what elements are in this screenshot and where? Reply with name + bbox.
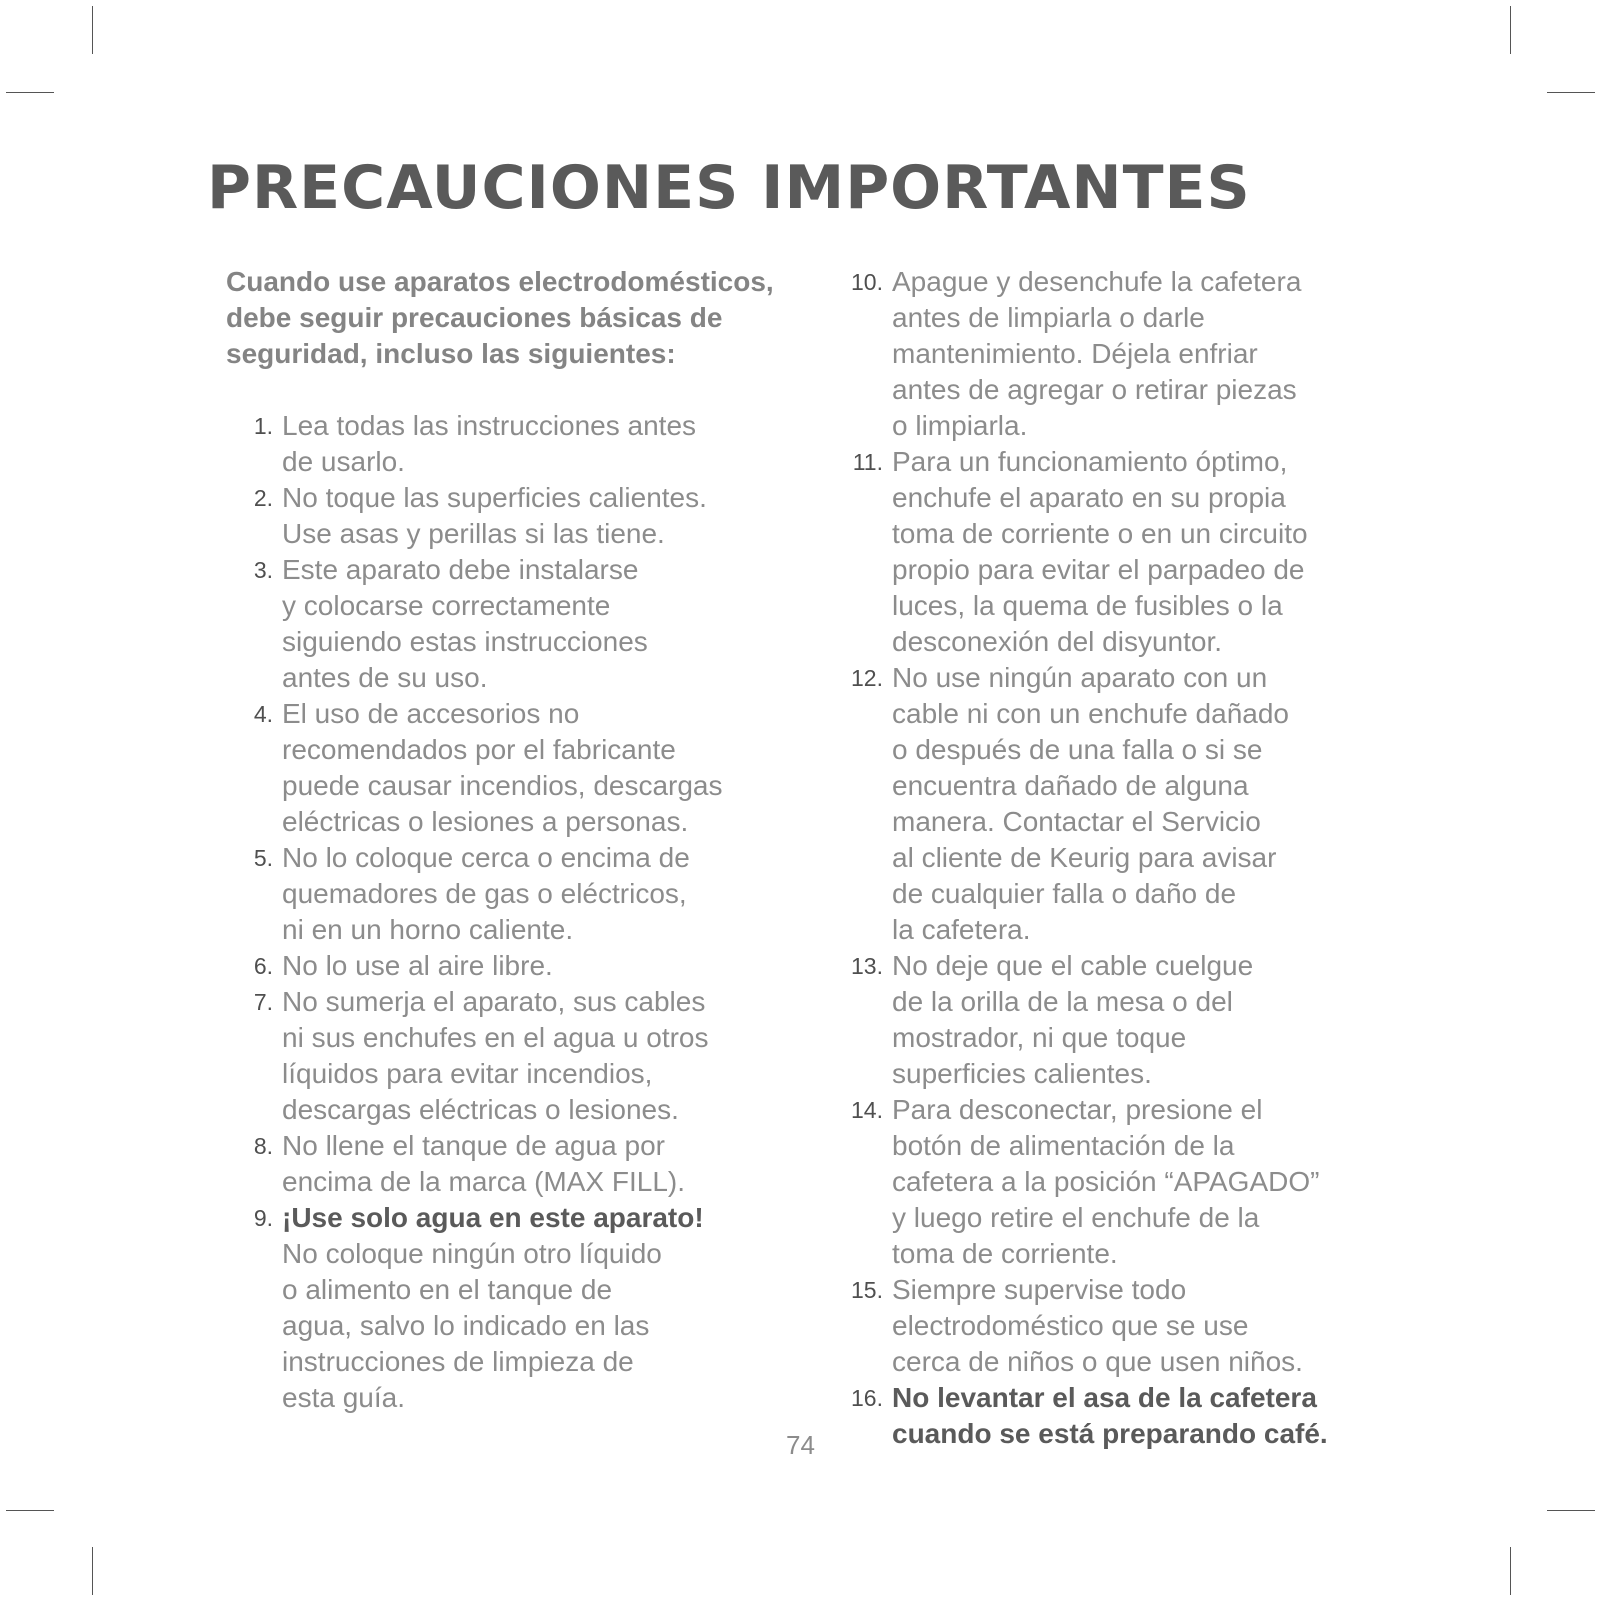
- item-text-line: descargas eléctricas o lesiones.: [282, 1094, 679, 1125]
- item-text: [282, 840, 806, 948]
- crop-mark-bottom-right-horizontal: [1547, 1510, 1595, 1511]
- item-text-line-bold: cuando se está preparando café.: [892, 1418, 1328, 1449]
- item-text-line: Use asas y perillas si las tiene.: [282, 518, 665, 549]
- precautions-list-right: [836, 264, 1396, 1452]
- item-text-line: cerca de niños o que usen niños.: [892, 1346, 1303, 1377]
- crop-mark-bottom-left-horizontal: [6, 1510, 54, 1511]
- item-text: [282, 984, 806, 1128]
- item-text: [892, 264, 1396, 444]
- item-text-line: ni en un horno caliente.: [282, 914, 574, 945]
- list-item: [226, 984, 806, 1128]
- item-text-line: luces, la quema de fusibles o la: [892, 590, 1283, 621]
- crop-mark-top-right-vertical: [1510, 6, 1511, 54]
- crop-mark-bottom-left-vertical: [92, 1547, 93, 1595]
- item-number: 6.: [253, 953, 273, 979]
- item-text-line: o después de una falla o si se: [892, 734, 1263, 765]
- list-item: [836, 948, 1396, 1092]
- item-text-line: No llene el tanque de agua por: [282, 1130, 665, 1161]
- item-text: [892, 1092, 1396, 1272]
- item-text-line: cable ni con un enchufe dañado: [892, 698, 1289, 729]
- item-number: 14.: [851, 1097, 883, 1123]
- item-text-line: No deje que el cable cuelgue: [892, 950, 1254, 981]
- item-text-line: propio para evitar el parpadeo de: [892, 554, 1305, 585]
- item-text-line: o limpiarla.: [892, 410, 1028, 441]
- item-number: 2.: [253, 485, 273, 511]
- item-text-line: mantenimiento. Déjela enfriar: [892, 338, 1258, 369]
- right-column: [836, 264, 1396, 1452]
- page-title: PRECAUCIONES IMPORTANTES: [207, 153, 1251, 223]
- item-text: [282, 696, 806, 840]
- item-text: [282, 480, 806, 552]
- item-text-line: No toque las superficies calientes.: [282, 482, 707, 513]
- item-text: [892, 660, 1396, 948]
- item-text-line: enchufe el aparato en su propia: [892, 482, 1286, 513]
- item-text-line: mostrador, ni que toque: [892, 1022, 1187, 1053]
- list-item: [836, 1380, 1396, 1452]
- item-number: 8.: [253, 1133, 273, 1159]
- item-text-line: de usarlo.: [282, 446, 405, 477]
- page-number: 74: [786, 1430, 815, 1460]
- item-text-line: y colocarse correctamente: [282, 590, 611, 621]
- item-text-line: líquidos para evitar incendios,: [282, 1058, 653, 1089]
- list-item: [836, 1092, 1396, 1272]
- list-item: [226, 408, 806, 480]
- list-item: [226, 1200, 806, 1416]
- item-text-line: encima de la marca (MAX FILL).: [282, 1166, 686, 1197]
- item-text-line: No lo coloque cerca o encima de: [282, 842, 690, 873]
- item-text-line: recomendados por el fabricante: [282, 734, 676, 765]
- crop-mark-top-left-vertical: [92, 6, 93, 54]
- item-number: 3.: [253, 557, 273, 583]
- item-number: 4.: [253, 701, 273, 727]
- item-text-line: de la orilla de la mesa o del: [892, 986, 1233, 1017]
- item-text-line: superficies calientes.: [892, 1058, 1152, 1089]
- item-text-line: botón de alimentación de la: [892, 1130, 1235, 1161]
- crop-mark-top-right-horizontal: [1547, 92, 1595, 93]
- item-text-line: Apague y desenchufe la cafetera: [892, 266, 1302, 297]
- item-text: [282, 408, 806, 480]
- list-item: [836, 264, 1396, 444]
- item-text: [892, 1380, 1396, 1452]
- item-text-line: de cualquier falla o daño de: [892, 878, 1237, 909]
- item-text-line: encuentra dañado de alguna: [892, 770, 1249, 801]
- item-number: 9.: [253, 1205, 273, 1231]
- item-text-line-bold: ¡Use solo agua en este aparato!: [282, 1202, 704, 1233]
- list-item: [836, 444, 1396, 660]
- item-text: [282, 552, 806, 696]
- list-item: [226, 480, 806, 552]
- list-item: [226, 840, 806, 948]
- item-text: [282, 1200, 806, 1416]
- list-item: [226, 948, 806, 984]
- list-item: [836, 660, 1396, 948]
- item-text-line: la cafetera.: [892, 914, 1031, 945]
- item-text-line: No use ningún aparato con un: [892, 662, 1268, 693]
- list-item: [226, 696, 806, 840]
- item-text-line-bold: No levantar el asa de la cafetera: [892, 1382, 1317, 1413]
- item-number: 15.: [851, 1277, 883, 1303]
- item-text-line: cafetera a la posición “APAGADO”: [892, 1166, 1320, 1197]
- item-text-line: antes de limpiarla o darle: [892, 302, 1205, 333]
- item-text-line: electrodoméstico que se use: [892, 1310, 1249, 1341]
- item-text-line: ni sus enchufes en el agua u otros: [282, 1022, 709, 1053]
- item-text: [282, 1128, 806, 1200]
- item-text-line: Siempre supervise todo: [892, 1274, 1187, 1305]
- item-text-line: toma de corriente.: [892, 1238, 1118, 1269]
- item-number: 11.: [852, 449, 883, 475]
- item-number: 10.: [851, 269, 883, 295]
- item-text-line: No sumerja el aparato, sus cables: [282, 986, 706, 1017]
- item-text-line: eléctricas o lesiones a personas.: [282, 806, 689, 837]
- item-number: 5.: [253, 845, 273, 871]
- item-number: 1.: [253, 413, 273, 439]
- item-text-line: puede causar incendios, descargas: [282, 770, 723, 801]
- left-column: [226, 264, 806, 1416]
- item-number: 16.: [851, 1385, 883, 1411]
- list-item: [836, 1272, 1396, 1380]
- item-text-line: desconexión del disyuntor.: [892, 626, 1222, 657]
- item-text: [282, 948, 806, 984]
- item-text-line: al cliente de Keurig para avisar: [892, 842, 1277, 873]
- item-text: [892, 1272, 1396, 1380]
- item-text-line: agua, salvo lo indicado en las: [282, 1310, 650, 1341]
- item-text-line: manera. Contactar el Servicio: [892, 806, 1261, 837]
- intro-text: Cuando use aparatos electrodomésticos, debe seguir precauciones básicas de seguridad, incluso las siguientes:: [226, 266, 774, 369]
- item-text-line: Este aparato debe instalarse: [282, 554, 639, 585]
- item-text: [892, 948, 1396, 1092]
- item-text-line: No coloque ningún otro líquido: [282, 1238, 662, 1269]
- item-text-line: antes de agregar o retirar piezas: [892, 374, 1297, 405]
- item-text-line: antes de su uso.: [282, 662, 488, 693]
- item-text-line: El uso de accesorios no: [282, 698, 580, 729]
- item-number: 13.: [851, 953, 883, 979]
- crop-mark-bottom-right-vertical: [1510, 1547, 1511, 1595]
- crop-mark-top-left-horizontal: [6, 92, 54, 93]
- item-text-line: siguiendo estas instrucciones: [282, 626, 648, 657]
- item-text-line: Para un funcionamiento óptimo,: [892, 446, 1288, 477]
- item-text-line: y luego retire el enchufe de la: [892, 1202, 1260, 1233]
- list-item: [226, 1128, 806, 1200]
- item-text-line: toma de corriente o en un circuito: [892, 518, 1308, 549]
- item-number: 12.: [851, 665, 883, 691]
- item-text-line: quemadores de gas o eléctricos,: [282, 878, 687, 909]
- item-text-line: esta guía.: [282, 1382, 405, 1413]
- item-text-line: No lo use al aire libre.: [282, 950, 553, 981]
- item-text: [892, 444, 1396, 660]
- item-text-line: instrucciones de limpieza de: [282, 1346, 634, 1377]
- precautions-list-left: [226, 408, 806, 1416]
- item-text-line: Para desconectar, presione el: [892, 1094, 1263, 1125]
- item-text-line: Lea todas las instrucciones antes: [282, 410, 697, 441]
- item-number: 7.: [253, 989, 273, 1015]
- list-item: [226, 552, 806, 696]
- item-text-line: o alimento en el tanque de: [282, 1274, 613, 1305]
